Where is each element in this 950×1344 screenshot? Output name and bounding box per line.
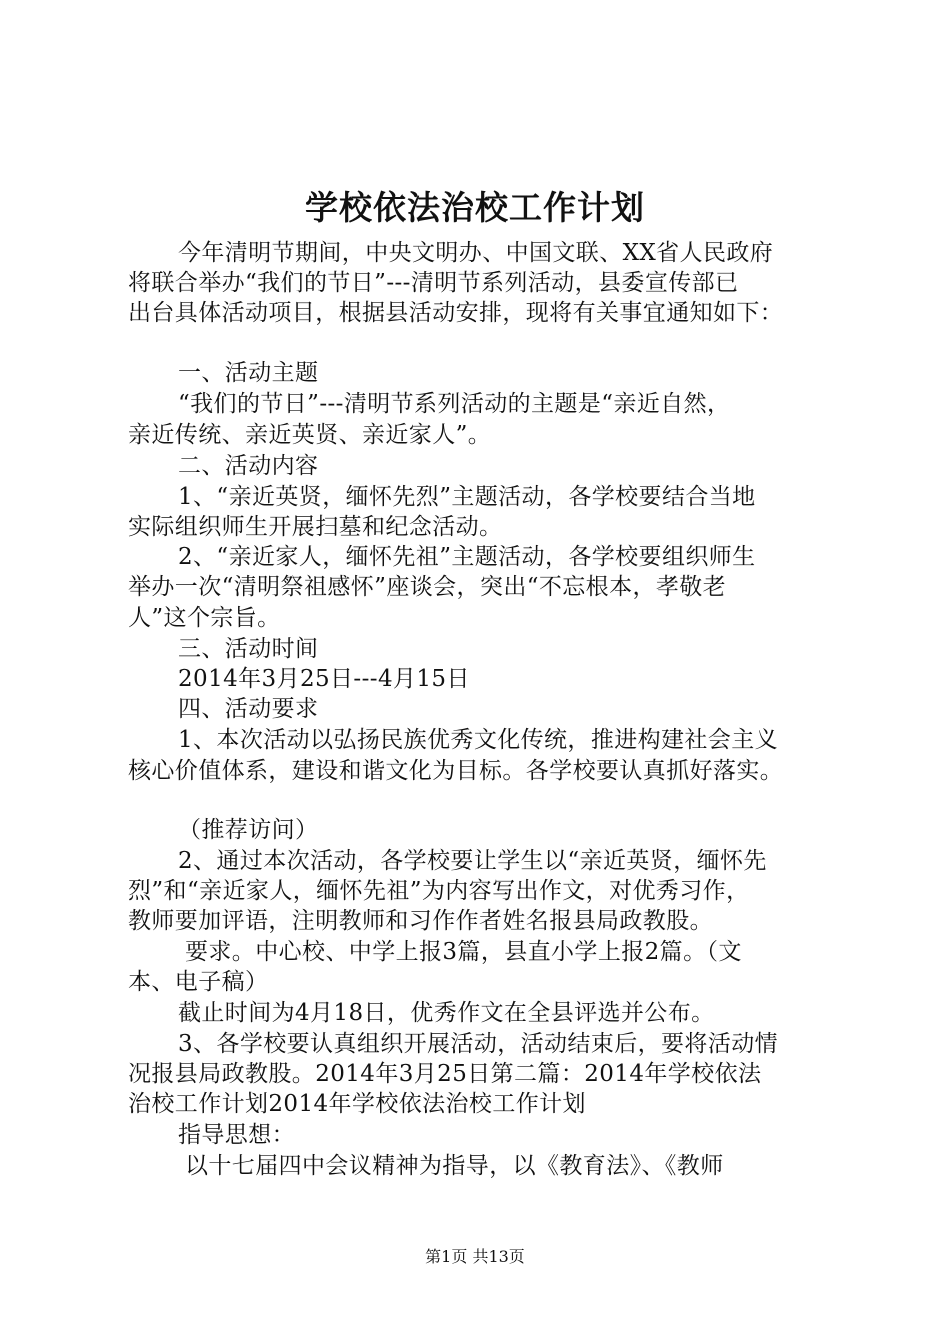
paragraph-line: 本、电子稿） bbox=[128, 969, 269, 995]
paragraph-line: 将联合举办“我们的节日”---清明节系列活动，县委宣传部已 bbox=[128, 270, 739, 296]
paragraph-line: 实际组织师生开展扫墓和纪念活动。 bbox=[128, 514, 503, 540]
paragraph-line: 治校工作计划2014年学校依法治校工作计划 bbox=[128, 1091, 586, 1117]
date-range: 2014年3月25日---4月15日 bbox=[178, 666, 470, 692]
paragraph-line: 今年清明节期间，中央文明办、中国文联、XX省人民政府 bbox=[178, 240, 774, 266]
recommend-link[interactable]: （推荐访问） bbox=[178, 817, 319, 843]
paragraph-line: 教师要加评语，注明教师和习作作者姓名报县局政教股。 bbox=[128, 908, 713, 934]
page-number-footer: 第1页 共13页 bbox=[425, 1247, 525, 1266]
paragraph-line: 况报县局政教股。2014年3月25日第二篇：2014年学校依法 bbox=[128, 1061, 762, 1087]
paragraph-line: “我们的节日”---清明节系列活动的主题是“亲近自然， bbox=[178, 391, 731, 417]
paragraph-line: 截止时间为4月18日，优秀作文在全县评选并公布。 bbox=[178, 1000, 715, 1026]
paragraph-line: 人”这个宗旨。 bbox=[128, 605, 281, 631]
paragraph-line: 举办一次“清明祭祖感怀”座谈会，突出“不忘根本，孝敬老 bbox=[128, 574, 727, 600]
paragraph-line: 要求。中心校、中学上报3篇，县直小学上报2篇。（文 bbox=[185, 939, 742, 965]
paragraph-line: 1、本次活动以弘扬民族优秀文化传统，推进构建社会主义 bbox=[178, 727, 779, 753]
paragraph-line: 出台具体活动项目，根据县活动安排，现将有关事宜通知如下： bbox=[128, 300, 784, 326]
paragraph-line: 2、通过本次活动，各学校要让学生以“亲近英贤，缅怀先 bbox=[178, 848, 767, 874]
section-heading: 指导思想： bbox=[178, 1122, 295, 1148]
paragraph-line: 烈”和“亲近家人，缅怀先祖”为内容写出作文，对优秀习作， bbox=[128, 878, 750, 904]
paragraph-line: 2、“亲近家人，缅怀先祖”主题活动，各学校要组织师生 bbox=[178, 544, 756, 570]
section-heading: 三、活动时间 bbox=[178, 636, 319, 662]
paragraph-line: 核心价值体系，建设和谐文化为目标。各学校要认真抓好落实。 bbox=[128, 758, 784, 784]
section-heading: 一、活动主题 bbox=[178, 360, 319, 386]
paragraph-line: 以十七届四中会议精神为指导，以《教育法》、《教师 bbox=[185, 1153, 724, 1179]
paragraph-line: 1、“亲近英贤，缅怀先烈”主题活动，各学校要结合当地 bbox=[178, 484, 756, 510]
paragraph-line: 3、各学校要认真组织开展活动，活动结束后，要将活动情 bbox=[178, 1031, 779, 1057]
section-heading: 二、活动内容 bbox=[178, 453, 319, 479]
document-title: 学校依法治校工作计划 bbox=[305, 188, 645, 227]
paragraph-line: 亲近传统、亲近英贤、亲近家人”。 bbox=[128, 422, 492, 448]
section-heading: 四、活动要求 bbox=[178, 696, 319, 722]
